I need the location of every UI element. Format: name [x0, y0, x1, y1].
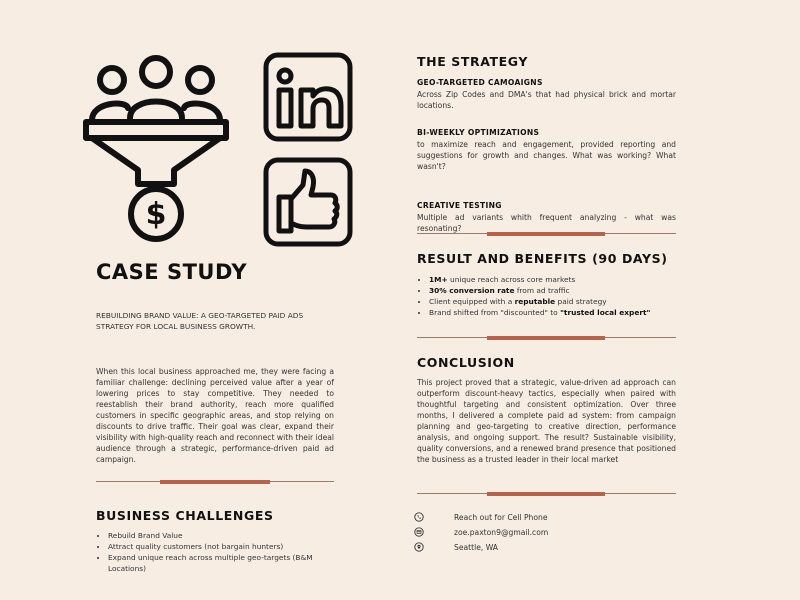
list-item: • Rebuild Brand Value	[108, 530, 334, 541]
location-icon	[414, 542, 424, 552]
svg-text:$: $	[145, 197, 167, 232]
list-item: • 1M+ unique reach across core markets	[429, 274, 676, 285]
list-item: • Client equipped with a reputable paid strategy	[429, 296, 676, 307]
divider	[417, 233, 676, 234]
strategy-item-title: BI-WEEKLY OPTIMIZATIONS	[417, 128, 540, 137]
strategy-item-text: Multiple ad variants whith frequent analyzing - what was resonating?	[417, 213, 676, 233]
strategy-item-text: Across Zip Codes and DMA's that had physical brick and mortar locations.	[417, 90, 676, 110]
page-title: CASE STUDY	[96, 260, 248, 284]
intro-paragraph: When this local business approached me, they were facing a familiar challenge: declining perceived value after a year of lowering prices to stay competitive. They needed to reestablish their brand authority, reach more qualified customers in specific geographic areas, and stop relying on discounts to drive traffic. Their goal was clear, expand their visibility with high-quality reach and reconnect with their ideal audience through a strategic, performance-driven paid ad campaign.	[96, 367, 334, 464]
strategy-heading: THE STRATEGY	[417, 54, 529, 69]
list-item: • Brand shifted from "discounted" to "trusted local expert"	[429, 307, 676, 318]
challenges-list	[96, 530, 334, 574]
divider	[417, 493, 676, 494]
strategy-item-title: GEO-TARGETED CAMOAIGNS	[417, 78, 543, 87]
list-item: • Attract quality customers (not bargain hunters)	[108, 541, 334, 552]
strategy-item-title: CREATIVE TESTING	[417, 201, 502, 210]
funnel-people-icon	[82, 52, 230, 242]
thumbs-up-icon	[263, 157, 353, 247]
results-heading: RESULT AND BENEFITS (90 DAYS)	[417, 251, 668, 266]
phone-icon	[414, 512, 424, 522]
divider	[417, 337, 676, 338]
conclusion-paragraph: This project proved that a strategic, value-driven ad approach can outperform discount-heavy tactics, especially when paired with thoughtful targeting and consistent optimization. Over three months, I delivered a complete paid ad system: from campaign planning and geo-targeting to creative direction, performance analysis, and ongoing support. The result? Sustainable visibility, quality conversions, and a renewed brand presence that positioned the business as a trusted leader in their local market	[417, 378, 676, 464]
contact-location-text: Seattle, WA	[454, 542, 498, 552]
list-item: • 30% conversion rate from ad traffic	[429, 285, 676, 296]
email-icon	[414, 527, 424, 537]
conclusion-heading: CONCLUSION	[417, 355, 515, 370]
divider	[96, 481, 334, 482]
challenges-heading: BUSINESS CHALLENGES	[96, 508, 274, 523]
contact-email[interactable]	[414, 527, 548, 537]
list-item: • Expand unique reach across multiple geo-targets (B&M Locations)	[108, 552, 334, 574]
contact-phone-text: Reach out for Cell Phone	[454, 512, 548, 522]
contact-phone	[414, 512, 548, 522]
contact-email-text[interactable]: zoe.paxton9@gmail.com	[454, 527, 549, 537]
results-list	[417, 274, 676, 318]
page-subtitle: REBUILDING BRAND VALUE: A GEO-TARGETED PAID ADS STRATEGY FOR LOCAL BUSINESS GROWTH.	[96, 311, 304, 331]
strategy-item-text: to maximize reach and engagement, provided reporting and suggestions for growth and changes. What was working? What wasn't?	[417, 140, 676, 171]
contact-location	[414, 542, 498, 552]
linkedin-icon	[263, 52, 353, 142]
